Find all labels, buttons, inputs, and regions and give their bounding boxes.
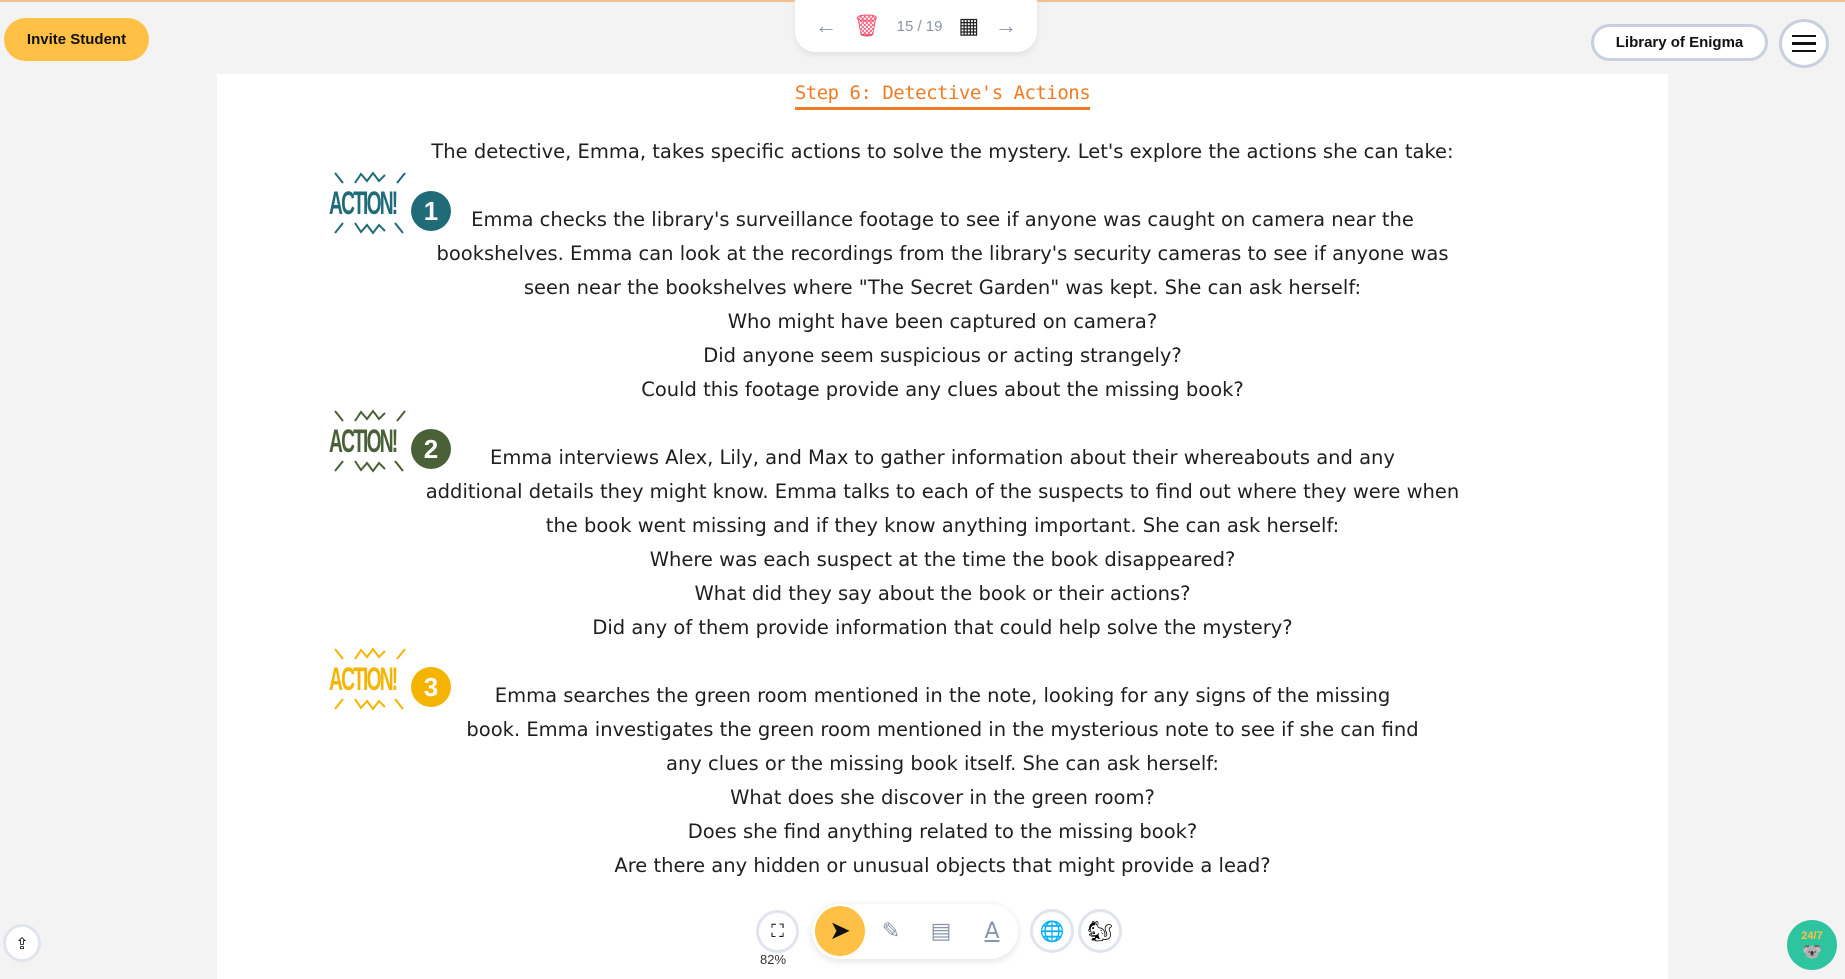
action-1-logo xyxy=(329,171,455,237)
text-line: bookshelves. Emma can look at the recordings from the library's security cameras to see if anyone was xyxy=(436,242,1449,265)
page-indicator: 15 / 19 xyxy=(896,17,943,35)
pencil-icon: ✎ xyxy=(881,918,901,944)
text-line: seen near the bookshelves where "The Secret Garden" was kept. She can ask herself: xyxy=(523,276,1362,299)
library-button[interactable]: Library of Enigma xyxy=(1591,24,1768,61)
support-badge: 24/7 xyxy=(1801,929,1823,942)
burst-icon xyxy=(329,409,409,423)
action-question xyxy=(217,373,1668,407)
lesson-page xyxy=(217,74,1668,979)
text-line: What does she discover in the green room? xyxy=(730,786,1155,809)
zoom-level: 82% xyxy=(760,952,787,967)
text-line: Emma searches the green room mentioned in the note, looking for any signs of the missing xyxy=(494,684,1391,707)
text-line: Emma checks the library's surveillance footage to see if anyone was caught on camera near the xyxy=(471,208,1414,231)
text-line: the book went missing and if they know anything important. She can ask herself: xyxy=(545,514,1340,537)
text-line: Did anyone seem suspicious or acting strangely? xyxy=(703,344,1182,367)
action-word: ACTION! xyxy=(329,661,397,697)
action-paragraph-line xyxy=(217,661,1668,713)
text-line: What did they say about the book or their actions? xyxy=(694,582,1191,605)
text-line: Are there any hidden or unusual objects that might provide a lead? xyxy=(614,854,1271,877)
text-line: Does she find anything related to the missing book? xyxy=(687,820,1198,843)
action-question xyxy=(217,339,1668,373)
burst-icon xyxy=(329,171,409,185)
text-tool[interactable] xyxy=(967,906,1017,956)
action-number: 2 xyxy=(411,429,451,469)
action-paragraph-line xyxy=(217,747,1668,781)
text-line: Did any of them provide information that could help solve the mystery? xyxy=(592,616,1293,639)
text-line: Who might have been captured on camera? xyxy=(727,310,1158,333)
page-navigator xyxy=(795,0,1037,52)
arrow-right-icon[interactable]: → xyxy=(995,13,1018,38)
action-question xyxy=(217,543,1668,577)
arrow-left-icon[interactable]: ← xyxy=(814,13,837,38)
action-paragraph-line xyxy=(217,509,1668,543)
burst-icon xyxy=(329,221,409,235)
burst-icon xyxy=(329,459,409,473)
action-word: ACTION! xyxy=(329,423,397,459)
burst-icon xyxy=(329,647,409,661)
globe-icon: 🌐 xyxy=(1039,919,1065,943)
action-question xyxy=(217,305,1668,339)
text-line: The detective, Emma, takes specific actions to solve the mystery. Let's explore the actions she can take: xyxy=(431,140,1454,163)
action-paragraph-line xyxy=(217,713,1668,747)
support-chat-button[interactable] xyxy=(1787,920,1837,970)
grid-icon[interactable]: ▦ xyxy=(958,13,980,38)
action-question xyxy=(217,781,1668,815)
action-3-logo xyxy=(329,647,455,713)
action-paragraph-line xyxy=(217,271,1668,305)
action-question xyxy=(217,815,1668,849)
fit-screen-button[interactable] xyxy=(756,910,799,953)
koala-icon: 🐨 xyxy=(1802,941,1822,961)
text-line: Could this footage provide any clues about the missing book? xyxy=(641,378,1244,401)
action-word: ACTION! xyxy=(329,185,397,221)
file-upload-icon: ⇪ xyxy=(15,933,29,953)
page-title: Step 6: Detective's Actions xyxy=(795,82,1090,110)
hamburger-icon[interactable] xyxy=(1779,19,1829,68)
trash-icon[interactable]: 🗑 xyxy=(852,13,881,38)
intro-text xyxy=(217,135,1668,169)
action-2-logo xyxy=(329,409,455,475)
text-line: additional details they might know. Emma talks to each of the suspects to find out where they were when xyxy=(425,480,1460,503)
action-question xyxy=(217,611,1668,645)
text-line: book. Emma investigates the green room mentioned in the mysterious note to see if she can find xyxy=(466,718,1419,741)
burst-icon xyxy=(329,697,409,711)
action-paragraph-line xyxy=(217,475,1668,509)
upload-file-button[interactable] xyxy=(3,924,41,962)
squirrel-icon: 🐿 xyxy=(1087,919,1113,943)
text-icon: A xyxy=(984,918,1000,944)
action-paragraph-line xyxy=(217,237,1668,271)
text-line: Where was each suspect at the time the book disappeared? xyxy=(649,548,1236,571)
note-tool[interactable] xyxy=(916,906,966,956)
sticky-note-icon: ▤ xyxy=(930,918,952,944)
action-question xyxy=(217,849,1668,883)
pointer-tool[interactable] xyxy=(815,906,865,956)
cursor-icon: ➤ xyxy=(829,916,851,946)
action-question xyxy=(217,577,1668,611)
text-line: Emma interviews Alex, Lily, and Max to gather information about their whereabouts and any xyxy=(490,446,1395,469)
action-number: 1 xyxy=(411,191,451,231)
fit-screen-icon: ⛶ xyxy=(771,921,784,942)
pen-tool[interactable] xyxy=(866,906,916,956)
language-button[interactable] xyxy=(1030,909,1074,953)
invite-student-button[interactable]: Invite Student xyxy=(4,18,149,61)
action-paragraph-line xyxy=(217,185,1668,237)
action-paragraph-line xyxy=(217,423,1668,475)
text-line: any clues or the missing book itself. She can ask herself: xyxy=(666,752,1219,775)
action-number: 3 xyxy=(411,667,451,707)
mascot-button[interactable] xyxy=(1078,909,1122,953)
